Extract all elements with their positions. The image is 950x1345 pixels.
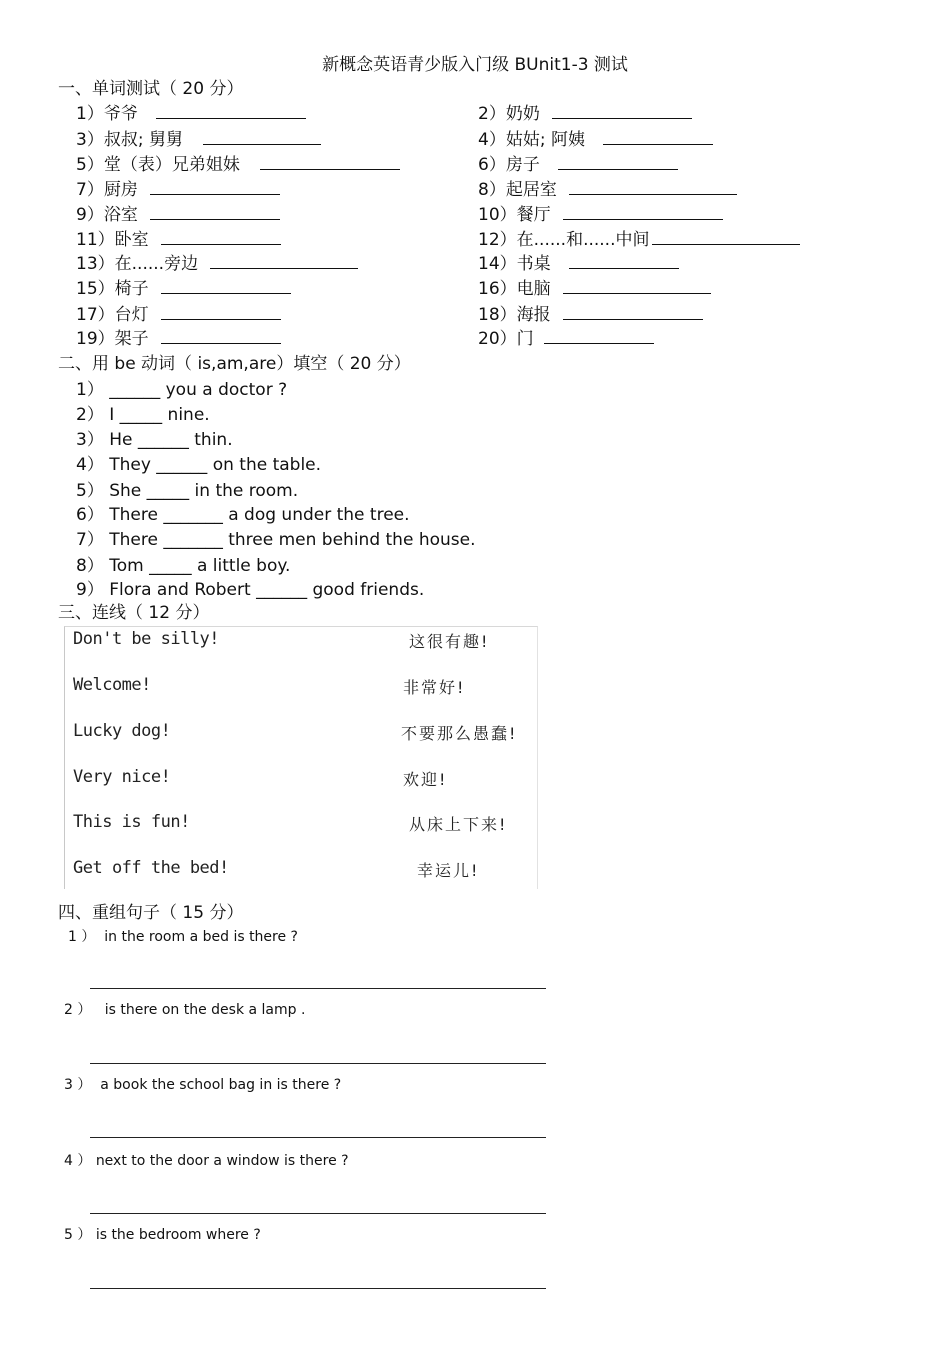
reorder-question: 2 ） is there on the desk a lamp . xyxy=(64,1002,306,1018)
vocab-item: 19）架子 xyxy=(76,324,281,349)
answer-blank[interactable] xyxy=(544,327,654,344)
match-english-item[interactable]: Lucky dog! xyxy=(73,721,171,741)
vocab-item: 18）海报 xyxy=(478,300,703,325)
vocab-item: 11）卧室 xyxy=(76,225,281,250)
fill-item: 6） There _______ a dog under the tree. xyxy=(76,505,410,525)
answer-blank[interactable] xyxy=(156,102,306,119)
match-chinese-item[interactable]: 不要那么愚蠢! xyxy=(401,724,518,743)
answer-blank[interactable] xyxy=(563,277,711,294)
match-english-item[interactable]: Welcome! xyxy=(73,675,151,695)
answer-line[interactable] xyxy=(90,988,546,989)
fill-item: 1） ______ you a doctor ? xyxy=(76,380,288,400)
reorder-question: 5 ） is the bedroom where ? xyxy=(64,1227,261,1243)
match-chinese-item[interactable]: 从床上下来! xyxy=(409,815,508,834)
matching-panel xyxy=(64,626,538,889)
answer-line[interactable] xyxy=(90,1063,546,1064)
vocab-item: 17）台灯 xyxy=(76,300,281,325)
vocab-item: 8）起居室 xyxy=(478,175,737,200)
answer-line[interactable] xyxy=(90,1137,546,1138)
answer-line[interactable] xyxy=(90,1213,546,1214)
fill-item: 3） He ______ thin. xyxy=(76,430,233,450)
section2-heading: 二、用 be 动词（ is,am,are）填空（ 20 分） xyxy=(58,354,411,374)
fill-item: 9） Flora and Robert ______ good friends. xyxy=(76,580,425,600)
match-chinese-item[interactable]: 非常好! xyxy=(403,678,466,697)
vocab-item: 7）厨房 xyxy=(76,175,280,200)
answer-blank[interactable] xyxy=(161,277,291,294)
answer-blank[interactable] xyxy=(569,252,679,269)
vocab-item: 4）姑姑; 阿姨 xyxy=(478,125,713,150)
answer-blank[interactable] xyxy=(161,228,281,245)
answer-blank[interactable] xyxy=(260,153,400,170)
vocab-item: 5）堂（表）兄弟姐妹 xyxy=(76,150,400,175)
match-chinese-item[interactable]: 欢迎! xyxy=(403,770,448,789)
match-chinese-item[interactable]: 这很有趣! xyxy=(409,632,490,651)
answer-blank[interactable] xyxy=(161,327,281,344)
answer-blank[interactable] xyxy=(563,203,723,220)
fill-item: 5） She _____ in the room. xyxy=(76,481,299,501)
fill-item: 8） Tom _____ a little boy. xyxy=(76,556,291,576)
section1-heading: 一、单词测试（ 20 分） xyxy=(58,79,244,99)
answer-blank[interactable] xyxy=(210,252,358,269)
answer-blank[interactable] xyxy=(569,178,737,195)
section3-heading: 三、连线（ 12 分） xyxy=(58,603,210,623)
vocab-item: 20）门 xyxy=(478,324,654,349)
vocab-item: 6）房子 xyxy=(478,150,678,175)
vocab-item: 16）电脑 xyxy=(478,274,711,299)
vocab-item: 3）叔叔; 舅舅 xyxy=(76,125,321,150)
match-english-item[interactable]: Very nice! xyxy=(73,767,171,787)
fill-item: 4） They ______ on the table. xyxy=(76,455,322,475)
match-english-item[interactable]: Don't be silly! xyxy=(73,629,220,649)
vocab-item: 2）奶奶 xyxy=(478,99,692,124)
reorder-question: 4 ） next to the door a window is there ? xyxy=(64,1153,349,1169)
reorder-question: 1 ） in the room a bed is there ? xyxy=(68,929,298,945)
vocab-item: 1）爷爷 xyxy=(76,99,306,124)
answer-blank[interactable] xyxy=(558,153,678,170)
answer-blank[interactable] xyxy=(150,203,280,220)
answer-blank[interactable] xyxy=(161,303,281,320)
answer-blank[interactable] xyxy=(203,128,321,145)
vocab-item: 12）在......和......中间 xyxy=(478,225,800,250)
answer-line[interactable] xyxy=(90,1288,546,1289)
fill-item: 7） There _______ three men behind the house. xyxy=(76,530,476,550)
vocab-item: 15）椅子 xyxy=(76,274,291,299)
answer-blank[interactable] xyxy=(563,303,703,320)
match-chinese-item[interactable]: 幸运儿! xyxy=(417,861,480,880)
vocab-item: 13）在......旁边 xyxy=(76,249,358,274)
reorder-question: 3 ） a book the school bag in is there ? xyxy=(64,1077,342,1093)
answer-blank[interactable] xyxy=(603,128,713,145)
answer-blank[interactable] xyxy=(652,228,800,245)
section4-heading: 四、重组句子（ 15 分） xyxy=(58,903,244,923)
vocab-item: 14）书桌 xyxy=(478,249,679,274)
answer-blank[interactable] xyxy=(150,178,280,195)
vocab-item: 9）浴室 xyxy=(76,200,280,225)
page-title: 新概念英语青少版入门级 BUnit1-3 测试 xyxy=(322,55,628,75)
match-english-item[interactable]: Get off the bed! xyxy=(73,858,229,878)
vocab-item: 10）餐厅 xyxy=(478,200,723,225)
answer-blank[interactable] xyxy=(552,102,692,119)
fill-item: 2） I _____ nine. xyxy=(76,405,210,425)
match-english-item[interactable]: This is fun! xyxy=(73,812,190,832)
